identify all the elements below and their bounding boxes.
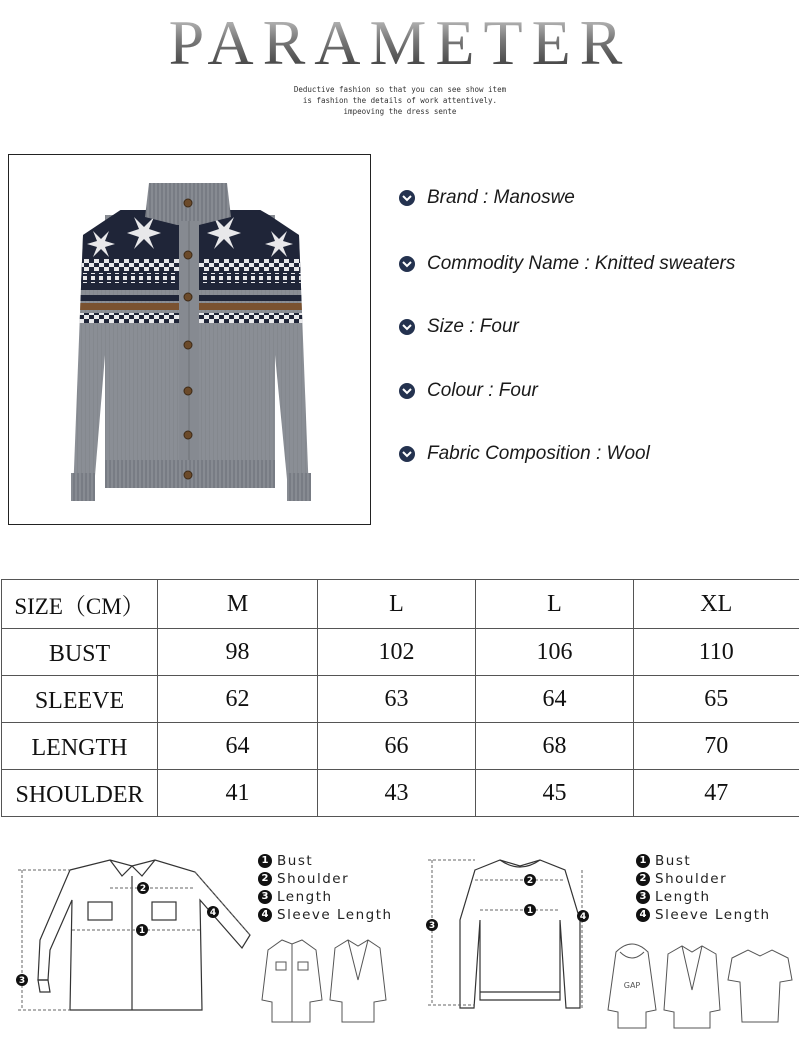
table-cell: 70 bbox=[634, 723, 799, 770]
row-label: SHOULDER bbox=[2, 770, 158, 817]
cardigan-illustration bbox=[9, 155, 371, 525]
legend-item bbox=[636, 852, 771, 870]
param-commodity-name bbox=[398, 249, 735, 279]
param-brand bbox=[398, 183, 575, 213]
tagline-line: is fashion the details of work attentively. bbox=[302, 96, 498, 105]
chevron-bullet-icon bbox=[398, 318, 416, 336]
legend-item bbox=[258, 888, 393, 906]
legend-item bbox=[636, 906, 771, 924]
size-header-cell: L bbox=[476, 580, 634, 629]
legend-label: Bust bbox=[277, 853, 314, 869]
table-cell: 64 bbox=[158, 723, 318, 770]
table-cell: 110 bbox=[634, 629, 799, 676]
number-badge-icon: 4 bbox=[258, 908, 272, 922]
size-header-cell: L bbox=[318, 580, 476, 629]
table-row bbox=[2, 629, 799, 676]
tagline-line: Deductive fashion so that you can see show item bbox=[293, 85, 507, 94]
product-photo bbox=[8, 154, 371, 525]
table-cell: 62 bbox=[158, 676, 318, 723]
sweater-measure-legend bbox=[636, 852, 771, 924]
table-cell: 43 bbox=[318, 770, 476, 817]
tagline-line: impeoving the dress sente bbox=[343, 107, 457, 116]
number-badge-icon: 4 bbox=[636, 908, 650, 922]
table-cell: 41 bbox=[158, 770, 318, 817]
svg-text:1: 1 bbox=[526, 906, 534, 916]
row-label: LENGTH bbox=[2, 723, 158, 770]
param-text: Size : Four bbox=[427, 316, 519, 337]
param-text: Colour : Four bbox=[427, 380, 538, 401]
number-badge-icon: 2 bbox=[258, 872, 272, 886]
legend-item bbox=[258, 870, 393, 888]
number-badge-icon: 1 bbox=[258, 854, 272, 868]
svg-text:2: 2 bbox=[139, 884, 147, 894]
hoodie-print-text: GAP bbox=[623, 981, 641, 990]
size-chart bbox=[1, 579, 799, 817]
table-cell: 64 bbox=[476, 676, 634, 723]
svg-text:3: 3 bbox=[18, 976, 26, 986]
chevron-bullet-icon bbox=[398, 255, 416, 273]
legend-item bbox=[258, 906, 393, 924]
svg-text:4: 4 bbox=[209, 908, 217, 918]
legend-label: Sleeve Length bbox=[277, 907, 393, 923]
legend-item bbox=[258, 852, 393, 870]
row-label: SLEEVE bbox=[2, 676, 158, 723]
table-cell: 66 bbox=[318, 723, 476, 770]
number-badge-icon: 2 bbox=[636, 872, 650, 886]
table-cell: 68 bbox=[476, 723, 634, 770]
param-fabric bbox=[398, 439, 650, 469]
legend-label: Shoulder bbox=[277, 871, 350, 887]
size-header-cell: XL bbox=[634, 580, 799, 629]
number-badge-icon: 1 bbox=[636, 854, 650, 868]
chevron-bullet-icon bbox=[398, 189, 416, 207]
page-title: PARAMETER bbox=[0, 8, 800, 78]
table-cell: 47 bbox=[634, 770, 799, 817]
svg-text:1: 1 bbox=[138, 926, 146, 936]
tagline bbox=[0, 84, 800, 117]
param-text: Brand : Manoswe bbox=[427, 187, 575, 208]
table-row bbox=[2, 676, 799, 723]
legend-label: Length bbox=[655, 889, 711, 905]
param-colour bbox=[398, 376, 538, 406]
param-size bbox=[398, 312, 519, 342]
table-cell: 106 bbox=[476, 629, 634, 676]
size-header-label: SIZE（CM） bbox=[2, 580, 158, 629]
svg-text:3: 3 bbox=[428, 921, 436, 931]
size-header-cell: M bbox=[158, 580, 318, 629]
chevron-bullet-icon bbox=[398, 382, 416, 400]
table-row bbox=[2, 770, 799, 817]
number-badge-icon: 3 bbox=[258, 890, 272, 904]
table-cell: 45 bbox=[476, 770, 634, 817]
legend-label: Sleeve Length bbox=[655, 907, 771, 923]
table-cell: 98 bbox=[158, 629, 318, 676]
table-cell: 63 bbox=[318, 676, 476, 723]
legend-label: Bust bbox=[655, 853, 692, 869]
legend-item bbox=[636, 870, 771, 888]
shirt-measure-legend bbox=[258, 852, 393, 924]
svg-text:2: 2 bbox=[526, 876, 534, 886]
size-header-row bbox=[2, 580, 799, 629]
number-badge-icon: 3 bbox=[636, 890, 650, 904]
table-row bbox=[2, 723, 799, 770]
param-text: Fabric Composition : Wool bbox=[427, 443, 650, 464]
legend-item bbox=[636, 888, 771, 906]
svg-text:4: 4 bbox=[579, 912, 587, 922]
table-cell: 102 bbox=[318, 629, 476, 676]
table-cell: 65 bbox=[634, 676, 799, 723]
chevron-bullet-icon bbox=[398, 445, 416, 463]
row-label: BUST bbox=[2, 629, 158, 676]
param-text: Commodity Name : Knitted sweaters bbox=[427, 253, 736, 274]
legend-label: Length bbox=[277, 889, 333, 905]
legend-label: Shoulder bbox=[655, 871, 728, 887]
